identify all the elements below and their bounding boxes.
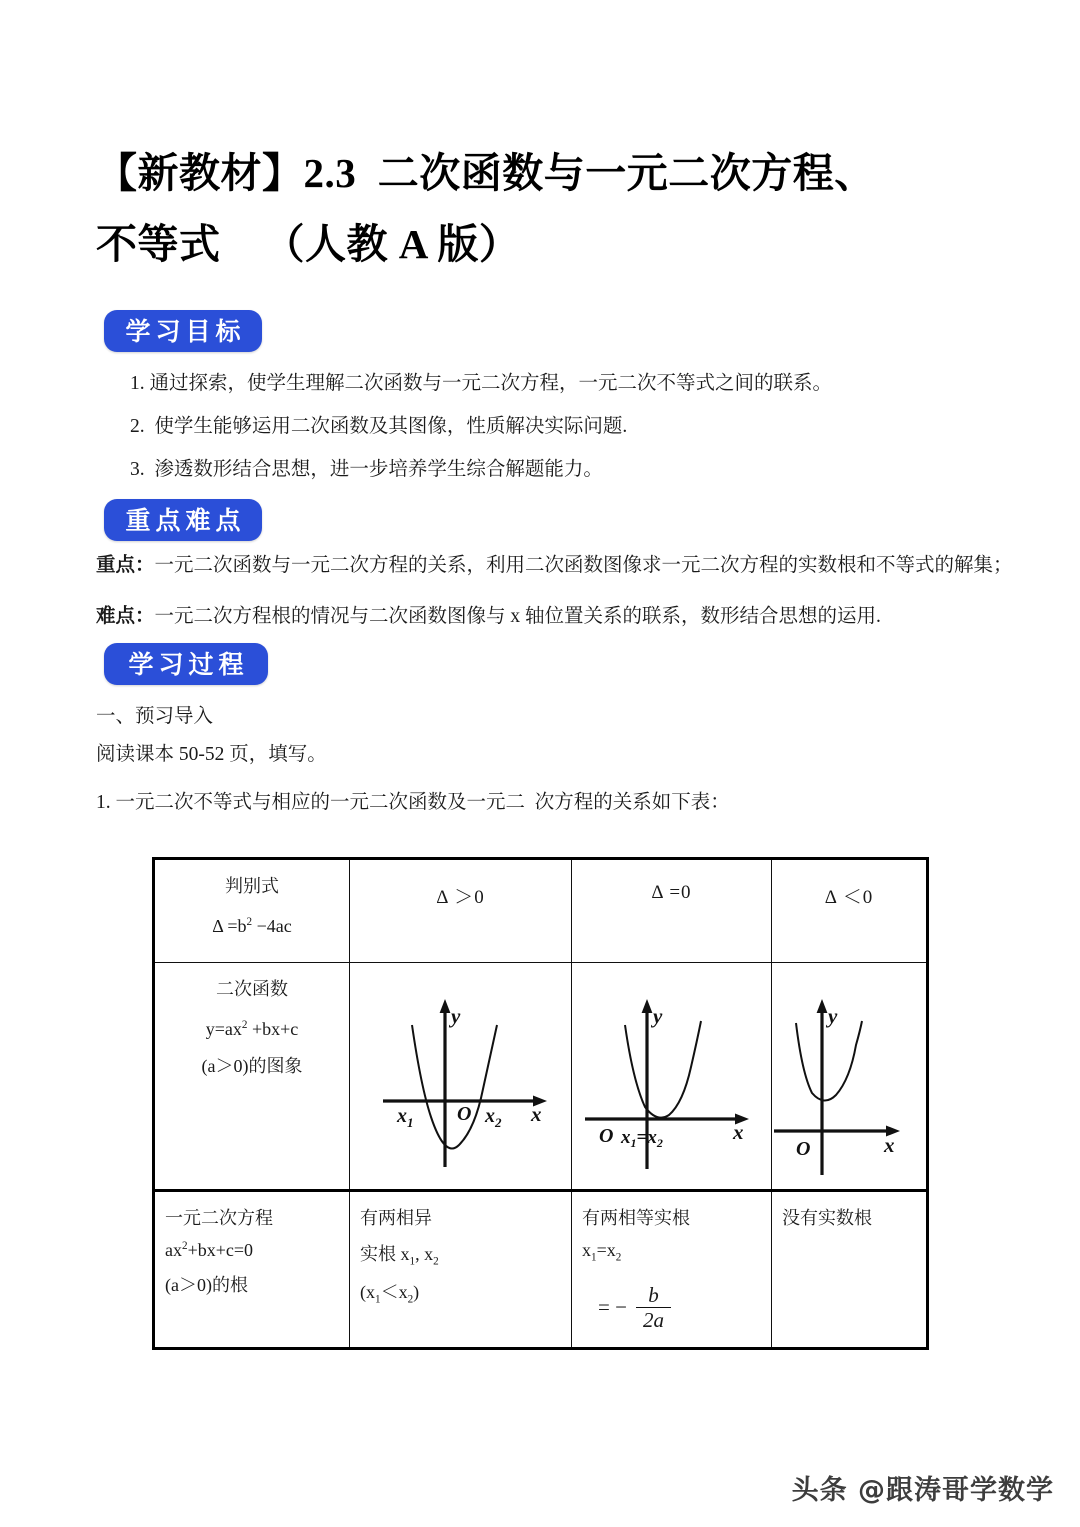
graph2-origin-label: O — [598, 1125, 613, 1147]
cell-graph-two-roots — [350, 963, 572, 1191]
watermark: 头条 @跟涛哥学数学 — [791, 1475, 1054, 1506]
equation-condition: (a＞0)的根 — [165, 1275, 248, 1295]
discriminant-title: 判别式 — [225, 876, 279, 896]
graph1-root-left-label: $x_1$ — [396, 1105, 413, 1130]
table-row-discriminant — [154, 859, 928, 963]
keypoint-focus-text: 一元二次函数与一元二次方程的关系，利用二次函数图像求一元二次方程的实数根和不等式的解集； — [154, 555, 1013, 576]
keypoint-focus — [96, 551, 1013, 580]
graph1-x-axis-label: x — [530, 1102, 541, 1126]
cell-roots-equal — [572, 1191, 772, 1349]
section-badge-key-points: 重点难点 — [104, 499, 262, 541]
title-line-1: 【新教材】2.3 二次函数与一元二次方程、 — [96, 150, 876, 196]
graph-no-real-roots — [772, 963, 926, 1184]
cell-roots-two-distinct — [350, 1191, 572, 1349]
roots-distinct-line1: 有两相异 — [360, 1208, 432, 1228]
graph1-y-axis-label: y — [450, 1004, 460, 1028]
roots-equal-line2: $x_1=x_2$ — [582, 1240, 622, 1264]
table-row-equation-roots — [154, 1191, 928, 1349]
quadratic-exponent: 2 — [241, 1019, 248, 1031]
objective-item-2: 2. 使学生能够运用二次函数及其图像，性质解决实际问题. — [130, 416, 628, 437]
table-row-quadratic-function — [154, 963, 928, 1191]
roots-distinct-line2: 实根 $x_1$, $x_2$ — [360, 1244, 439, 1268]
roots-equal-line1: 有两相等实根 — [582, 1208, 690, 1228]
quadratic-function-title: 二次函数 — [216, 979, 288, 999]
cell-equation-label — [154, 1191, 350, 1349]
objective-item-1: 1. 通过探索，使学生理解二次函数与一元二次方程，一元二次不等式之间的联系。 — [130, 373, 833, 394]
title-line-2: 不等式 （人教 A 版） — [96, 220, 521, 267]
section-badge-learning-goals: 学习目标 — [104, 310, 262, 352]
discriminant-formula: $\Delta =b^2 -4ac$ — [212, 916, 292, 936]
quadratic-function-condition: (a＞0)的图象 — [201, 1056, 303, 1076]
objective-item-3: 3. 渗透数形结合思想，进一步培养学生综合解题能力。 — [130, 459, 603, 480]
process-step-3: 1. 一元二次不等式与相应的一元二次函数及一元二 次方程的关系如下表： — [96, 792, 730, 813]
graph1-root-right-label: $x_2$ — [484, 1105, 501, 1130]
fraction-denominator: 2a — [636, 1307, 671, 1331]
equation-exponent: 2 — [182, 1240, 188, 1252]
graph3-x-axis-label: x — [884, 1133, 895, 1157]
equation-formula: $ax^2+bx+c=0$ — [165, 1240, 254, 1260]
fraction-equals-sign: = − — [598, 1294, 627, 1319]
cell-graph-double-root — [572, 963, 772, 1191]
cell-roots-none — [772, 1191, 928, 1349]
process-step-2: 阅读课本 50-52 页，填写。 — [96, 744, 327, 765]
process-step-1: 一、预习导入 — [96, 706, 214, 727]
fraction-b-over-2a — [636, 1284, 671, 1331]
cell-quadratic-function-label — [154, 963, 350, 1191]
cell-delta-negative: Δ ＜0 — [772, 859, 928, 963]
cell-delta-positive: Δ ＞0 — [350, 859, 572, 963]
discriminant-exponent: 2 — [246, 916, 253, 928]
keypoint-difficulty-text: 一元二次方程根的情况与二次函数图像与 x 轴位置关系的联系，数形结合思想的运用. — [154, 606, 881, 627]
parabola-no-roots-svg — [774, 969, 924, 1184]
discriminant-relation-table — [152, 857, 929, 1350]
cell-delta-zero: Δ =0 — [572, 859, 772, 963]
roots-equal-fraction — [598, 1284, 671, 1331]
graph-double-root — [572, 963, 771, 1184]
parabola-two-roots-svg — [361, 969, 561, 1184]
page-title — [96, 138, 1006, 279]
graph2-double-root-label: $x_1=x_2$ — [620, 1127, 663, 1150]
graph2-y-axis-label: y — [652, 1004, 662, 1028]
graph2-x-axis-label: x — [732, 1120, 743, 1144]
cell-discriminant-label — [154, 859, 350, 963]
keypoint-difficulty-label: 难点： — [96, 606, 155, 627]
graph-two-distinct-roots — [350, 963, 571, 1184]
fraction-numerator: b — [648, 1282, 659, 1307]
quadratic-function-formula: $y=ax^2 +bx+c$ — [205, 1019, 299, 1039]
graph1-origin-label: O — [456, 1103, 471, 1125]
parabola-double-root-svg — [577, 969, 767, 1184]
keypoint-focus-label: 重点： — [96, 555, 155, 576]
graph3-origin-label: O — [796, 1138, 811, 1160]
keypoint-difficulty — [96, 602, 881, 631]
roots-distinct-line3: $(x_1<x_2)$ — [360, 1281, 420, 1306]
graph3-y-axis-label: y — [828, 1004, 838, 1028]
equation-title: 一元二次方程 — [165, 1208, 273, 1228]
section-badge-learning-process: 学习过程 — [104, 643, 268, 685]
roots-none-line1: 没有实数根 — [782, 1208, 872, 1228]
cell-graph-no-roots — [772, 963, 928, 1191]
